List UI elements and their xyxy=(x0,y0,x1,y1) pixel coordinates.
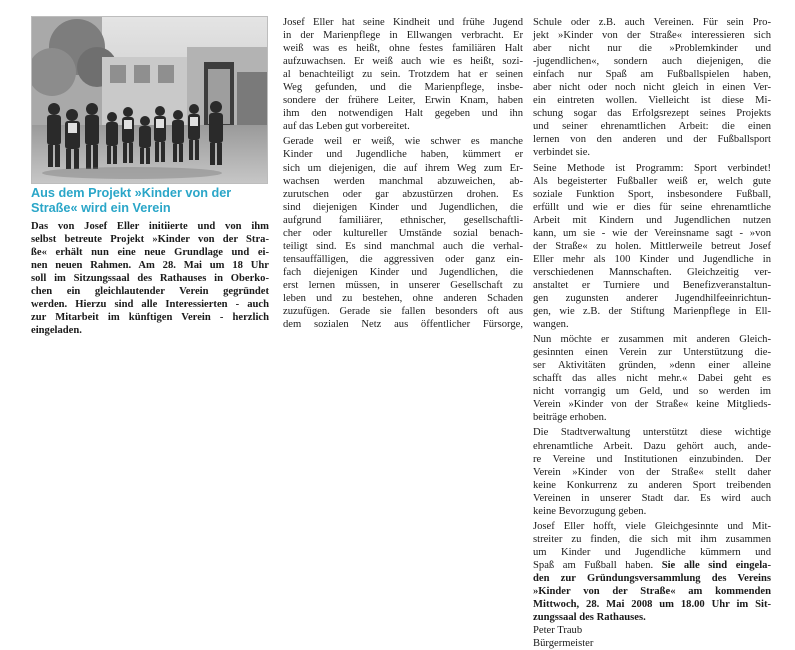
article-headline xyxy=(31,186,269,215)
text-line: Josef Eller hofft, viele Gleichgesinnte und Mit- xyxy=(533,520,771,532)
text-line: tensauffälligen, die aggressiven oder ganz ein- xyxy=(283,253,523,265)
text-line: Weg gefunden, und die Marienpflege, insbe- xyxy=(283,82,523,94)
invitation-bold: Sie alle sind eingela- xyxy=(661,559,771,571)
text-line: sondere der frühere Leiter, Erwin Knam, haben xyxy=(283,95,523,107)
article-column-2 xyxy=(283,16,523,331)
text-line: zurutschen oder gar abzustürzen drohen. Es xyxy=(283,188,523,200)
group-photo-image xyxy=(32,17,267,183)
text-line: aufgrund familiärer, ethnischer, gesellschaftli- xyxy=(283,214,523,226)
text-line: und seiner ehrenamtlichen Arbeit: die einen xyxy=(533,121,771,133)
text-line: erst lernen müssen, in unserer Gesellschaft zu xyxy=(283,279,523,291)
text-line: verschiedenen Mannschaften. Gleichzeitig ver- xyxy=(533,266,771,278)
text-line: -jugendlichen«, sondern auch diejenigen, die xyxy=(533,56,771,68)
text-line: Schule oder z.B. auch Vereinen. Für sein Pro- xyxy=(533,17,771,28)
lead-line: chen ein gleichlautender Verein gegründet xyxy=(31,286,269,298)
text-line: einfach nur Spaß am Fußballspielen haben, xyxy=(533,69,771,81)
text-line: gen zugunsten anderer Jugendhilfeeinrichtun- xyxy=(533,292,771,304)
lead-line: eingeladen. xyxy=(31,325,82,337)
text-line: ser Aktivitäten gründen, »denn einer alleine xyxy=(533,360,771,372)
signature xyxy=(533,624,771,650)
group-photo xyxy=(31,16,268,184)
invitation-line: den zur Gründungsversammlung des Vereins xyxy=(533,572,771,584)
text-line: Gerade weil er weiß, wie schwer es manche xyxy=(283,136,523,148)
lead-line: soll im Sitzungssaal des Rathauses in Oberko- xyxy=(31,273,269,285)
text-line: Arbeit mit Kindern und Jugendlichen nutzen xyxy=(533,214,771,226)
text-line: wangen. xyxy=(533,319,569,331)
invitation-line: »Kinder von der Straße« am kommenden xyxy=(533,586,771,598)
text-line: leben und zu bestehen, ohne anderen Schaden xyxy=(283,292,523,304)
text-line: ehrenamtliche Arbeit. Dazu gehört auch, ande- xyxy=(533,440,771,452)
text-line: keine Bevorzugung geben. xyxy=(533,505,647,517)
text-line: ein eintreten wollen. Vielleicht ist diese Mi- xyxy=(533,95,771,107)
text-line: Kinder und Jugendliche haben, kümmert er xyxy=(283,149,523,161)
text-line: aufzuwachsen. Er weiß auch wie es heißt, sozi- xyxy=(283,56,523,68)
text-line: Die Stadtverwaltung unterstützt diese wichtige xyxy=(533,427,771,439)
invitation-line: zungssaal des Rathauses. xyxy=(533,612,646,624)
text-line: sind diejenigen Kinder und Jugendlichen, die xyxy=(283,201,523,213)
text-line: nicht vorrangig um Geld, und so werden im xyxy=(533,386,771,398)
article-column-3 xyxy=(533,16,771,650)
text-line: erfüllt und wie er dies für seine ehrenamtliche xyxy=(533,201,771,213)
paragraph xyxy=(533,333,771,424)
signature-name: Peter Traub xyxy=(533,625,583,637)
text-line: ihm den notwendigen Halt gegeben und ihn xyxy=(283,108,523,120)
text-line: re Vereine und Institutionen einzubinden. Der xyxy=(533,453,771,465)
text-line: schung sogar das Erfolgsrezept seines Projekts xyxy=(533,108,771,120)
text-line: soziale Funktion Sport, insbesondere Fußball, xyxy=(533,188,771,200)
text-line: Verein »Kinder von der Straße« keine Mitglieds- xyxy=(533,399,771,411)
text-line: Josef Eller hat seine Kindheit und frühe Jugend xyxy=(283,17,523,28)
lead-line: selbst betreute Projekt »Kinder von der Stra- xyxy=(31,234,269,246)
headline-line: Straße« wird ein Verein xyxy=(31,200,171,215)
text-line: gen, wie z.B. der Stiftung Marienpflege in Ell- xyxy=(533,306,771,318)
text-line: sich um diejenigen, die auf ihrem Weg zum Er- xyxy=(283,162,523,174)
text-line: Eller mehr als 100 Kinder und Jugendliche in xyxy=(533,253,771,265)
text-line: jekt »Kinder von der Straße« interessieren sich xyxy=(533,30,771,42)
text-line: schafft das alles nicht mehr.« Dabei geht es xyxy=(533,373,771,385)
text-line: um Kinder und Jugendliche kümmern und xyxy=(533,546,771,558)
paragraph xyxy=(533,162,771,332)
lead-line: ße« erhält nun eine neue Grundlage und ei- xyxy=(31,247,269,259)
text-line: fach diejenigen Kinder und Jugendlichen, die xyxy=(283,266,523,278)
paragraph xyxy=(533,426,771,517)
paragraph xyxy=(283,135,523,331)
text-line: weiß was es heißt, ohne festes familiären Halt xyxy=(283,43,523,55)
text-line: Seine Methode ist Programm: Sport verbindet! xyxy=(533,162,771,174)
text-line: auf das Leben gut vorbereitet. xyxy=(283,121,410,133)
text-line: der Straße« zu holen. Mittlerweile betreut Josef xyxy=(533,240,771,252)
text-line: in der Marienpflege in Ellwangen verbracht. Er xyxy=(283,30,523,42)
paragraph xyxy=(283,16,523,133)
text-line: gesinnten einen Verein zur Unterstützung die- xyxy=(533,347,771,359)
text-line: Verein »Kinder von der Straße« stellt daher xyxy=(533,466,771,478)
text-line: al benachteiligt zu sein. Trotzdem hat er seinen xyxy=(283,69,523,81)
lead-line: Das von Josef Eller initiierte und von ihm xyxy=(31,221,269,232)
lead-line: zur Mitarbeit im künftigen Verein - herzlich xyxy=(31,312,269,324)
text-line: verbindet sie. xyxy=(533,147,591,159)
signature-title: Bürgermeister xyxy=(533,638,594,650)
text-line: lernen von den anderen und der Fußballsport xyxy=(533,134,771,146)
paragraph xyxy=(533,16,771,160)
closing-paragraph xyxy=(533,520,771,624)
text-line: Als begeisterter Fußballer weiß er, welch gute xyxy=(533,175,771,187)
text-line: kann, um sie - wie der Vereinsname sagt - »von xyxy=(533,227,771,239)
text-line: Vereinen in unserer Stadt dar. Es wird auch xyxy=(533,492,771,504)
text-line: dem sozialen Netz aus öffentlicher Fürsorge, xyxy=(283,319,523,331)
text-line: aber nicht nur die »Problemkinder und xyxy=(533,43,771,55)
headline-line: Aus dem Projekt »Kinder von der xyxy=(31,186,232,200)
text-line: aber nicht oder noch nicht gleich in einen Ver- xyxy=(533,82,771,94)
text-normal: Spaß am Fußball haben. xyxy=(533,559,662,571)
text-line: beiträge erhoben. xyxy=(533,412,607,424)
text-line-mixed xyxy=(533,559,771,572)
lead-line: nen neuen Rahmen. Am 28. Mai um 18 Uhr xyxy=(31,260,269,272)
text-line: zuzufügen. Gerade sie fallen besonders oft aus xyxy=(283,306,523,318)
text-line: cher oder kultureller Umstände sozial benach- xyxy=(283,227,523,239)
text-line: teiligt sind. Es sind manchmal auch die verhal- xyxy=(283,240,523,252)
text-line: keine Konkurrenz zu anderen Sport treibenden xyxy=(533,479,771,491)
text-line: anstaltet er Turniere und Benefizveranstaltun- xyxy=(533,279,771,291)
text-line: streiter zu finden, die sich mit ihm zusammen xyxy=(533,533,771,545)
text-line: wachsen werden manchmal abzuweichen, ab- xyxy=(283,175,523,187)
article-lead xyxy=(31,220,269,337)
invitation-line: Mittwoch, 28. Mai 2008 um 18.00 Uhr im Sit- xyxy=(533,599,771,611)
lead-line: werden. Hierzu sind alle Interessierten - auch xyxy=(31,299,269,311)
text-line: Nun möchte er zusammen mit anderen Gleich- xyxy=(533,334,771,346)
